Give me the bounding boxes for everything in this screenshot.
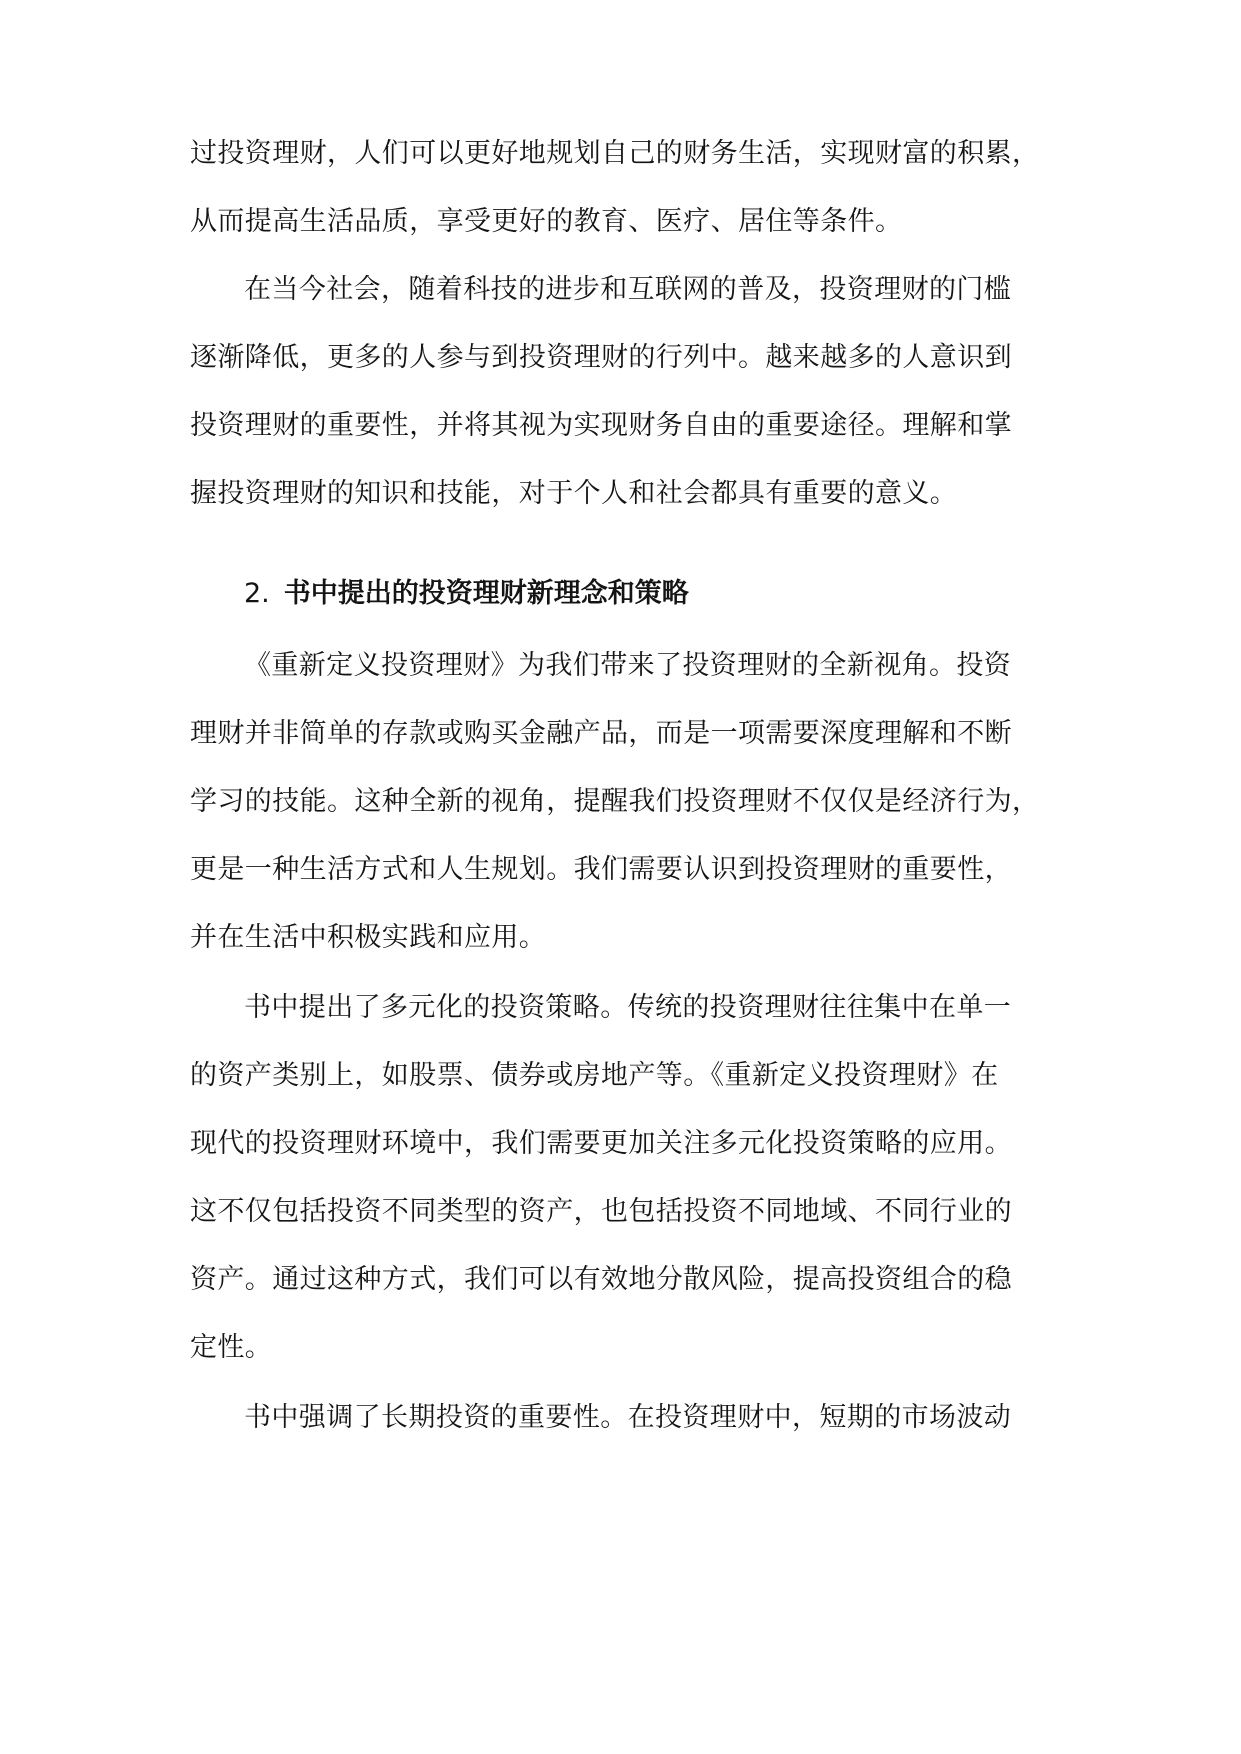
paragraph-line: 的资产类别上，如股票、债券或房地产等。《重新定义投资理财》在	[190, 1060, 999, 1091]
paragraph-line: 学习的技能。这种全新的视角，提醒我们投资理财不仅仅是经济行为，	[190, 786, 1040, 817]
paragraph-line: 书中强调了长期投资的重要性。在投资理财中，短期的市场波动	[244, 1402, 1012, 1433]
paragraph-line: 书中提出了多元化的投资策略。传统的投资理财往往集中在单一	[244, 992, 1012, 1023]
paragraph-line: 逐渐降低，更多的人参与到投资理财的行列中。越来越多的人意识到	[190, 342, 1012, 373]
paragraph-line: 资产。通过这种方式，我们可以有效地分散风险，提高投资组合的稳	[190, 1264, 1012, 1295]
paragraph-line: 理财并非简单的存款或购买金融产品，而是一项需要深度理解和不断	[190, 718, 1012, 749]
paragraph-line: 从而提高生活品质，享受更好的教育、医疗、居住等条件。	[190, 206, 903, 237]
section-title: 书中提出的投资理财新理念和策略	[283, 578, 689, 609]
section-heading	[244, 576, 689, 612]
paragraph-line: 握投资理财的知识和技能，对于个人和社会都具有重要的意义。	[190, 478, 958, 509]
paragraph-line: 《重新定义投资理财》为我们带来了投资理财的全新视角。投资	[244, 650, 1012, 681]
paragraph-line: 更是一种生活方式和人生规划。我们需要认识到投资理财的重要性，	[190, 854, 1012, 885]
paragraph-line: 定性。	[190, 1332, 273, 1363]
paragraph-line: 现代的投资理财环境中，我们需要更加关注多元化投资策略的应用。	[190, 1128, 1012, 1159]
section-number: 2.	[244, 578, 270, 609]
paragraph-line: 并在生活中积极实践和应用。	[190, 922, 547, 953]
paragraph-line: 在当今社会，随着科技的进步和互联网的普及，投资理财的门槛	[244, 274, 1012, 305]
paragraph-line: 投资理财的重要性，并将其视为实现财务自由的重要途径。理解和掌	[190, 410, 1012, 441]
paragraph-line: 这不仅包括投资不同类型的资产，也包括投资不同地域、不同行业的	[190, 1196, 1012, 1227]
paragraph-line: 过投资理财，人们可以更好地规划自己的财务生活，实现财富的积累，	[190, 138, 1040, 169]
